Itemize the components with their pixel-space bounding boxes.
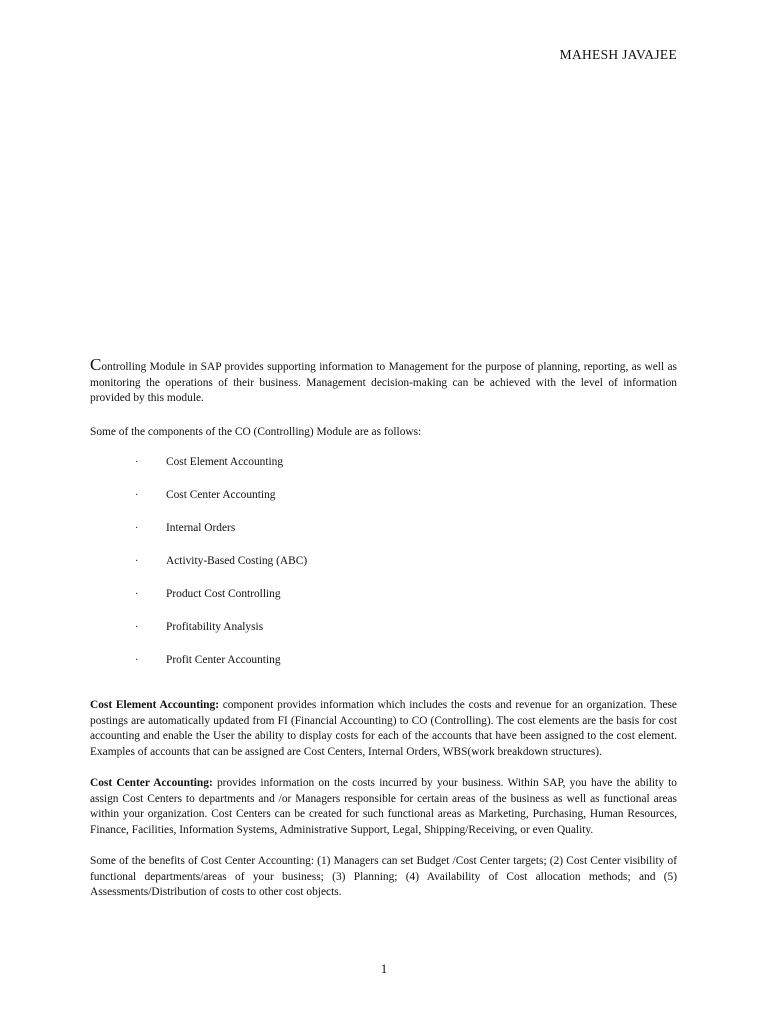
list-item: [90, 620, 677, 653]
intro-text: ontrolling Module in SAP provides supporting information to Management for the purpose of planning, reporting, as well as monitoring the operations of their business. Management decision-making can be achieved with the level of information provided by this module.: [90, 361, 677, 404]
cost-center-text: provides information on the costs incurred by your business. Within SAP, you have the ability to assign Cost Centers to departments and /or Managers responsible for certain areas of the business as well as functional areas within your organization. Cost Centers can be created for such functional areas as Marketing, Purchasing, Human Resources, Finance, Facilities, Information Systems, Administrative Support, Legal, Shipping/Receiving, or even Quality.: [90, 777, 677, 836]
benefits-paragraph: Some of the benefits of Cost Center Accounting: (1) Managers can set Budget /Cost Center targets; (2) Cost Center visibility of functional departments/areas of your business; (3) Planning; (4) Availability of Cost allocation methods; and (5) Assessments/Distribution of costs to other cost objects.: [90, 855, 677, 898]
bullet-icon: ·: [135, 655, 139, 666]
intro-paragraph: [90, 357, 677, 407]
cost-element-text: component provides information which includes the costs and revenue for an organization. These postings are automatically updated from FI (Financial Accounting) to CO (Controlling). The cost elements are the basis for cost accounting and enable the User the ability to display costs for each of the accounts that have been assigned to the cost element. Examples of accounts that can be assigned are Cost Centers, Internal Orders, WBS(work breakdown structures).: [90, 699, 677, 758]
list-item: [90, 521, 677, 554]
bullet-icon: ·: [135, 622, 139, 633]
list-item: [90, 488, 677, 521]
cost-element-paragraph: [90, 698, 677, 760]
bullet-icon: ·: [135, 589, 139, 600]
page-number: 1: [380, 961, 388, 976]
bullet-icon: ·: [135, 490, 139, 501]
bullet-icon: ·: [135, 523, 139, 534]
list-item-label: Cost Element Accounting: [166, 456, 284, 468]
intro-dropcap: C: [90, 355, 102, 374]
list-item-label: Cost Center Accounting: [166, 489, 276, 501]
cost-element-heading: Cost Element Accounting:: [90, 699, 219, 711]
cost-center-heading: Cost Center Accounting:: [90, 777, 213, 789]
list-item-label: Product Cost Controlling: [166, 588, 281, 600]
list-item-label: Profit Center Accounting: [166, 654, 281, 666]
list-item: [90, 554, 677, 587]
components-lead: Some of the components of the CO (Controlling) Module are as follows:: [90, 425, 422, 438]
bullet-icon: ·: [135, 556, 139, 567]
list-item-label: Profitability Analysis: [166, 621, 264, 633]
list-item: [90, 653, 677, 686]
list-item-label: Activity-Based Costing (ABC): [166, 555, 308, 567]
components-list: [90, 455, 677, 686]
list-item: [90, 455, 677, 488]
list-item: [90, 587, 677, 620]
bullet-icon: ·: [135, 457, 139, 468]
header-author: MAHESH JAVAJEE: [559, 47, 677, 62]
cost-center-paragraph: [90, 776, 677, 838]
list-item-label: Internal Orders: [166, 522, 236, 534]
page-content: [90, 357, 677, 917]
